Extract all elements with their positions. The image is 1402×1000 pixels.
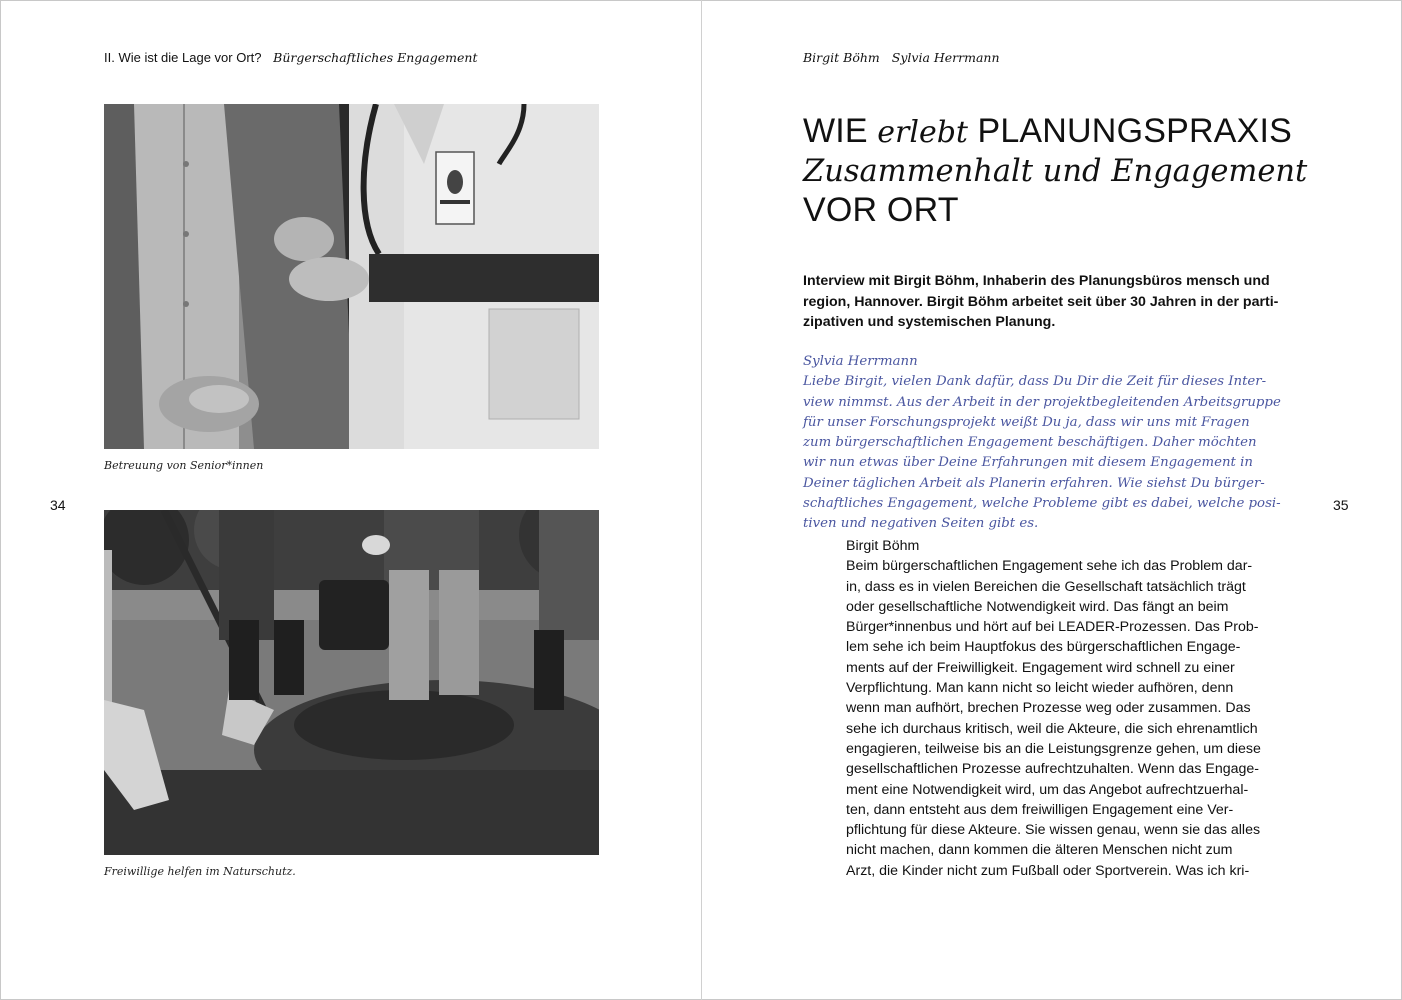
answer-line: ment eine Notwendigkeit wird, um das Angebot aufrechtzuerhal- bbox=[846, 781, 1249, 798]
question-line: Deiner täglichen Arbeit als Planerin erfahren. Wie siehst Du bürger- bbox=[803, 475, 1265, 491]
answer-line: oder gesellschaftliche Notwendigkeit wird. Das fängt an beim bbox=[846, 598, 1229, 615]
caption-photo-2: Freiwillige helfen im Naturschutz. bbox=[104, 865, 296, 878]
answer-line: Verpflichtung. Man kann nicht so leicht wieder aufhören, denn bbox=[846, 680, 1234, 697]
answer-line: engagieren, teilweise bis an die Leistungsgrenze gehen, um diese bbox=[846, 740, 1261, 757]
answer-line: gesellschaftlichen Prozesse aufrechtzuhalten. Wenn das Engage- bbox=[846, 761, 1260, 778]
answer-speaker: Birgit Böhm bbox=[846, 538, 920, 554]
title-line-1 bbox=[803, 112, 1363, 152]
answer-line: ments auf der Freiwilligkeit. Engagement wird schnell zu einer bbox=[846, 659, 1235, 676]
answer-line: Beim bürgerschaftlichen Engagement sehe ich das Problem dar- bbox=[846, 558, 1253, 575]
title-word-planungspraxis: PLANUNGSPRAXIS bbox=[977, 112, 1292, 150]
title-word-erlebt: erlebt bbox=[877, 115, 968, 150]
question-line: wir nun etwas über Deine Erfahrungen mit diesem Engagement in bbox=[803, 455, 1253, 471]
intro-line: region, Hannover. Birgit Böhm arbeitet seit über 30 Jahren in der parti- bbox=[803, 293, 1279, 310]
running-head-author-2: Sylvia Herrmann bbox=[891, 50, 1000, 65]
intro-paragraph bbox=[803, 271, 1303, 333]
running-head-section: II. Wie ist die Lage vor Ort? bbox=[104, 50, 262, 65]
answer-block bbox=[846, 536, 1306, 881]
question-line: tiven und negativen Seiten gibt es. bbox=[803, 516, 1039, 532]
title-line-2: Zusammenhalt und Engagement bbox=[803, 154, 1308, 189]
answer-line: lem sehe ich beim Hauptfokus des bürgerschaftlichen Engage- bbox=[846, 639, 1241, 656]
photo-senior-care bbox=[104, 104, 599, 449]
photo-volunteers-planting bbox=[104, 510, 599, 855]
answer-line: sehe ich durchaus kritisch, weil die Akteure, die sich ehrenamtlich bbox=[846, 720, 1258, 737]
answer-line: Bürger*innenbus und hört auf bei LEADER-Prozessen. Das Prob- bbox=[846, 619, 1259, 636]
answer-line: in, dass es in vielen Bereichen die Gesellschaft tatsächlich trägt bbox=[846, 578, 1246, 595]
question-line: zum bürgerschaftlichen Engagement beschäftigen. Daher möchten bbox=[803, 435, 1257, 451]
question-line: schaftliches Engagement, welche Probleme gibt es dabei, welche posi- bbox=[803, 496, 1281, 512]
title-word-wie: WIE bbox=[803, 112, 868, 150]
title-line-3: VOR ORT bbox=[803, 191, 959, 229]
answer-line: pflichtung für diese Akteure. Sie wissen genau, wenn sie das alles bbox=[846, 822, 1261, 839]
caption-photo-1: Betreuung von Senior*innen bbox=[104, 459, 264, 472]
question-line: für unser Forschungsprojekt weißt Du ja, dass wir uns mit Fragen bbox=[803, 414, 1250, 430]
answer-line: ten, dann entsteht aus dem freiwilligen Engagement eine Ver- bbox=[846, 801, 1234, 818]
question-speaker: Sylvia Herrmann bbox=[803, 354, 918, 369]
page-number-left: 34 bbox=[50, 497, 66, 513]
running-head-left bbox=[104, 50, 477, 65]
page-number-right: 35 bbox=[1333, 497, 1349, 513]
intro-line: Interview mit Birgit Böhm, Inhaberin des Planungsbüros mensch und bbox=[803, 273, 1270, 289]
answer-line: wenn man aufhört, brechen Prozesse weg oder zusammen. Das bbox=[846, 700, 1251, 717]
answer-line: nicht machen, dann kommen die älteren Menschen nicht zum bbox=[846, 842, 1233, 859]
book-gutter bbox=[701, 0, 702, 1000]
question-line: view nimmst. Aus der Arbeit in der projektbegleitenden Arbeitsgruppe bbox=[803, 394, 1281, 410]
question-line: Liebe Birgit, vielen Dank dafür, dass Du Dir die Zeit für dieses Inter- bbox=[803, 374, 1267, 390]
article-title bbox=[803, 112, 1363, 230]
answer-line: Arzt, die Kinder nicht zum Fußball oder Sportverein. Was ich kri- bbox=[846, 862, 1250, 879]
running-head-author-1: Birgit Böhm bbox=[803, 50, 880, 65]
running-head-subsection: Bürgerschaftliches Engagement bbox=[273, 50, 478, 65]
intro-line: zipativen und systemischen Planung. bbox=[803, 314, 1056, 330]
running-head-right bbox=[803, 50, 1000, 65]
question-block bbox=[803, 352, 1281, 535]
